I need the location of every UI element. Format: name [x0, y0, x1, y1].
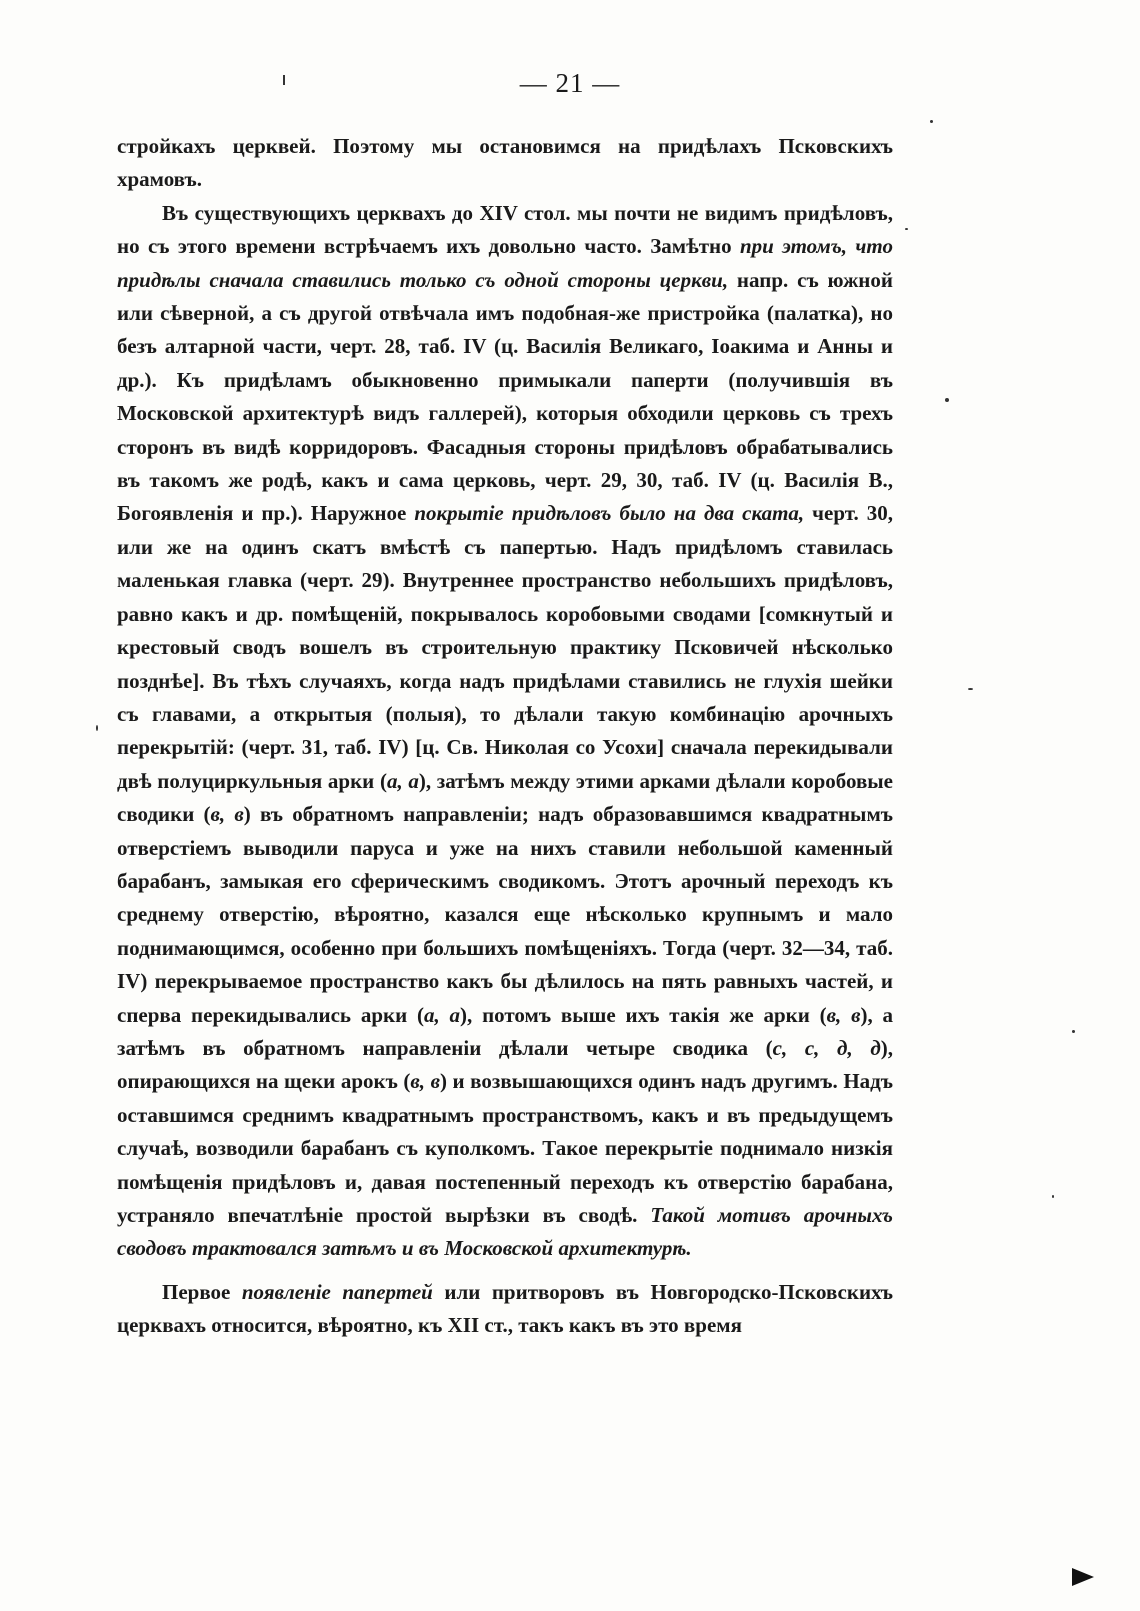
italic-text-segment: а, а — [386, 768, 419, 793]
text-segment: ) въ обратномъ направленіи; надъ образовавшимся квадратнымъ отверстіемъ выводили паруса и уже на нихъ ставили небольшой каменный барабанъ, замыкая его сферическимъ сводикомъ. Этотъ арочный переходъ къ среднему отверстію, вѣроятно, казался еще нѣсколько крупнымъ и мало поднимающимся, особенно при большихъ помѣщеніяхъ. Тогда (черт. 32—34, таб. IV) перекрываемое пространство какъ бы дѣлилось на пять равныхъ частей, и сперва перекидывались арки ( — [117, 802, 893, 1027]
text-segment: черт. 30, или же на одинъ скатъ вмѣстѣ съ папертью. Надъ придѣломъ ставилась маленькая главка (черт. 29). Внутреннее пространство небольшихъ придѣловъ, равно какъ и др. помѣщеній, покрывалось коробовыми сводами [сомкнутый и крестовый сводъ вошелъ въ строительную практику Псковичей нѣсколько позднѣе]. Въ тѣхъ случаяхъ, когда надъ придѣлами ставились не глухія шейки съ главами, а открытыя (полыя), то дѣлали такую комбинацію арочныхъ перекрытій: (черт. 31, таб. IV) [ц. Св. Николая со Усохи] сначала перекидывали двѣ полуциркульныя арки ( — [117, 501, 893, 793]
text-segment: или притворовъ въ Новгородско-Псковскихъ церквахъ относится, вѣроятно, къ XII ст., такъ какъ въ это время — [117, 1279, 893, 1338]
text-segment: Первое — [162, 1279, 242, 1304]
text-segment: Въ существующихъ церквахъ до XIV стол. мы почти не видимъ придѣловъ, но съ этого времени встрѣчаемъ ихъ довольно часто. Замѣтно — [117, 200, 893, 259]
italic-text-segment: в, в — [210, 802, 244, 827]
italic-text-segment: в, в — [410, 1069, 440, 1094]
italic-text-segment: в, в — [826, 1002, 861, 1027]
text-segment: стройкахъ церквей. Поэтому мы остановимся на придѣлахъ Псковскихъ храмовъ. — [117, 134, 893, 192]
text-segment: ) и возвышающихся одинъ надъ другимъ. Надъ оставшимся среднимъ квадратнымъ пространствомъ, какъ и въ предыдущемъ случаѣ, возводили барабанъ съ куполкомъ. Такое перекрытіе поднимало низкія помѣщенія придѣловъ и, давая постепенный переходъ къ отверстію барабана, устраняло впечатлѣніе простой вырѣзки въ сводѣ. — [117, 1069, 894, 1227]
italic-text-segment: появленіе папертей — [241, 1279, 433, 1304]
italic-text-segment: с, с, д, д — [772, 1035, 881, 1060]
scan-speck — [930, 120, 933, 123]
text-segment: ), затѣмъ между этими арками дѣлали коробовые сводики ( — [117, 768, 894, 827]
text-segment: ), потомъ выше ихъ такія же арки ( — [460, 1002, 827, 1027]
scan-speck — [1052, 1195, 1054, 1198]
page-corner-arrow-mark — [1072, 1568, 1094, 1586]
paragraph-3 — [117, 1276, 893, 1343]
page-number: — 21 — — [519, 68, 621, 98]
scan-speck — [905, 228, 908, 230]
italic-text-segment: при этомъ, что придѣлы сначала ставились только съ одной стороны церкви, — [117, 234, 893, 292]
scan-speck — [945, 398, 949, 402]
paragraph-1 — [117, 130, 893, 197]
italic-text-segment: покрытіе придѣловъ было на два ската, — [414, 501, 805, 526]
text-segment: ), а затѣмъ въ обратномъ направленіи дѣлали четыре сводика ( — [117, 1002, 894, 1060]
paragraph-gap — [117, 1266, 893, 1276]
text-segment: ), опирающихся на щеки арокъ ( — [117, 1035, 894, 1094]
italic-text-segment: Такой мотивъ арочныхъ сводовъ трактовался затѣмъ и въ Московской архитектурѣ. — [117, 1203, 893, 1261]
italic-text-segment: а, а — [423, 1002, 461, 1027]
body-text — [117, 130, 893, 1343]
scan-speck — [96, 725, 98, 731]
text-segment: напр. съ южной или сѣверной, а съ другой отвѣчала имъ подобная-же пристройка (палатка), но безъ алтарной части, черт. 28, таб. IV (ц. Василія Великаго, Іоакима и Анны и др.). Къ придѣламъ обыкновенно примыкали паперти (получившія въ Московской архитектурѣ видъ галлерей), которыя обходили церковь съ трехъ сторонъ въ видѣ корридоровъ. Фасадныя стороны придѣловъ обрабатывались въ такомъ же родѣ, какъ и сама церковь, черт. 29, 30, таб. IV (ц. Василія В., Богоявленія и пр.). Наружное — [117, 267, 893, 526]
scan-speck — [1072, 1030, 1075, 1033]
scan-speck — [968, 688, 973, 690]
paragraph-2 — [117, 197, 893, 1266]
